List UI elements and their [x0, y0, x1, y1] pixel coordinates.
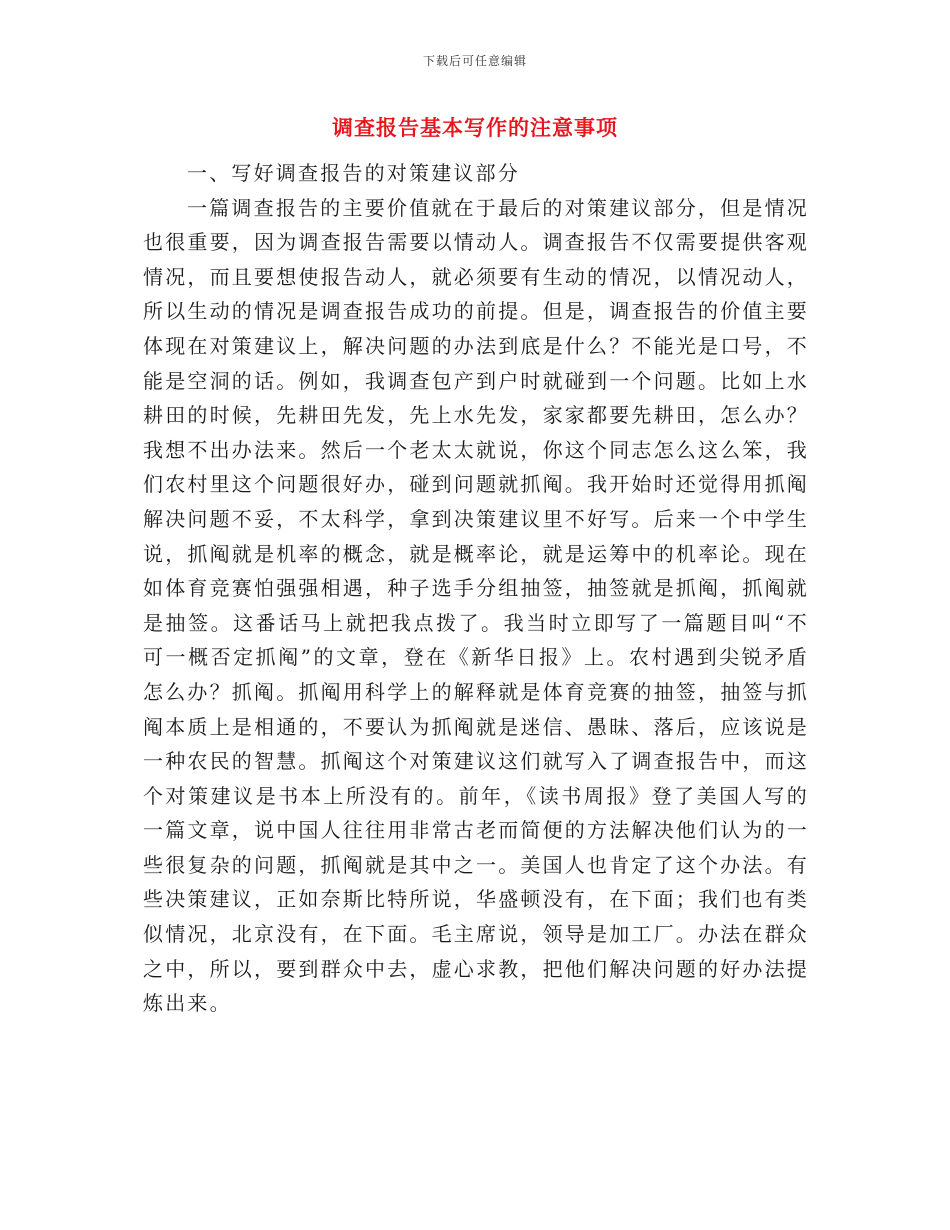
- document-title: 调查报告基本写作的注意事项: [332, 115, 618, 140]
- document-body: [143, 156, 809, 1021]
- section-heading: 一、写好调查报告的对策建议部分: [187, 161, 520, 185]
- download-note: 下载后可任意编辑: [422, 54, 527, 68]
- body-paragraph: 一篇调查报告的主要价值就在于最后的对策建议部分，但是情况也很重要，因为调查报告需要以情动人。调查报告不仅需要提供客观情况，而且要想使报告动人，就必须要有生动的情况，以情况动人，所以生动的情况是调查报告成功的前提。但是，调查报告的价值主要体现在对策建议上，解决问题的办法到底是什么？不能光是口号，不能是空洞的话。例如，我调查包产到户时就碰到一个问题。比如上水耕田的时候，先耕田先发，先上水先发，家家都要先耕田，怎么办？我想不出办法来。然后一个老太太就说，你这个同志怎么这么笨，我们农村里这个问题很好办，碰到问题就抓阄。我开始时还觉得用抓阄解决问题不妥，不太科学，拿到决策建议里不好写。后来一个中学生说，抓阄就是机率的概念，就是概率论，就是运筹中的机率论。现在如体育竞赛怕强强相遇，种子选手分组抽签，抽签就是抓阄，抓阄就是抽签。这番话马上就把我点拨了。我当时立即写了一篇题目叫“不可一概否定抓阄”的文章，登在《新华日报》上。农村遇到尖锐矛盾怎么办？抓阄。抓阄用科学上的解释就是体育竞赛的抽签，抽签与抓阄本质上是相通的，不要认为抓阄就是迷信、愚昧、落后，应该说是一种农民的智慧。抓阄这个对策建议这们就写入了调查报告中，而这个对策建议是书本上所没有的。前年，《读书周报》登了美国人写的一篇文章，说中国人往往用非常古老而简便的方法解决他们认为的一些很复杂的问题，抓阄就是其中之一。美国人也肯定了这个办法。有些决策建议，正如奈斯比特所说，华盛顿没有，在下面；我们也有类似情况，北京没有，在下面。毛主席说，领导是加工厂。办法在群众之中，所以，要到群众中去，虚心求教，把他们解决问题的好办法提炼出来。: [143, 195, 809, 1016]
